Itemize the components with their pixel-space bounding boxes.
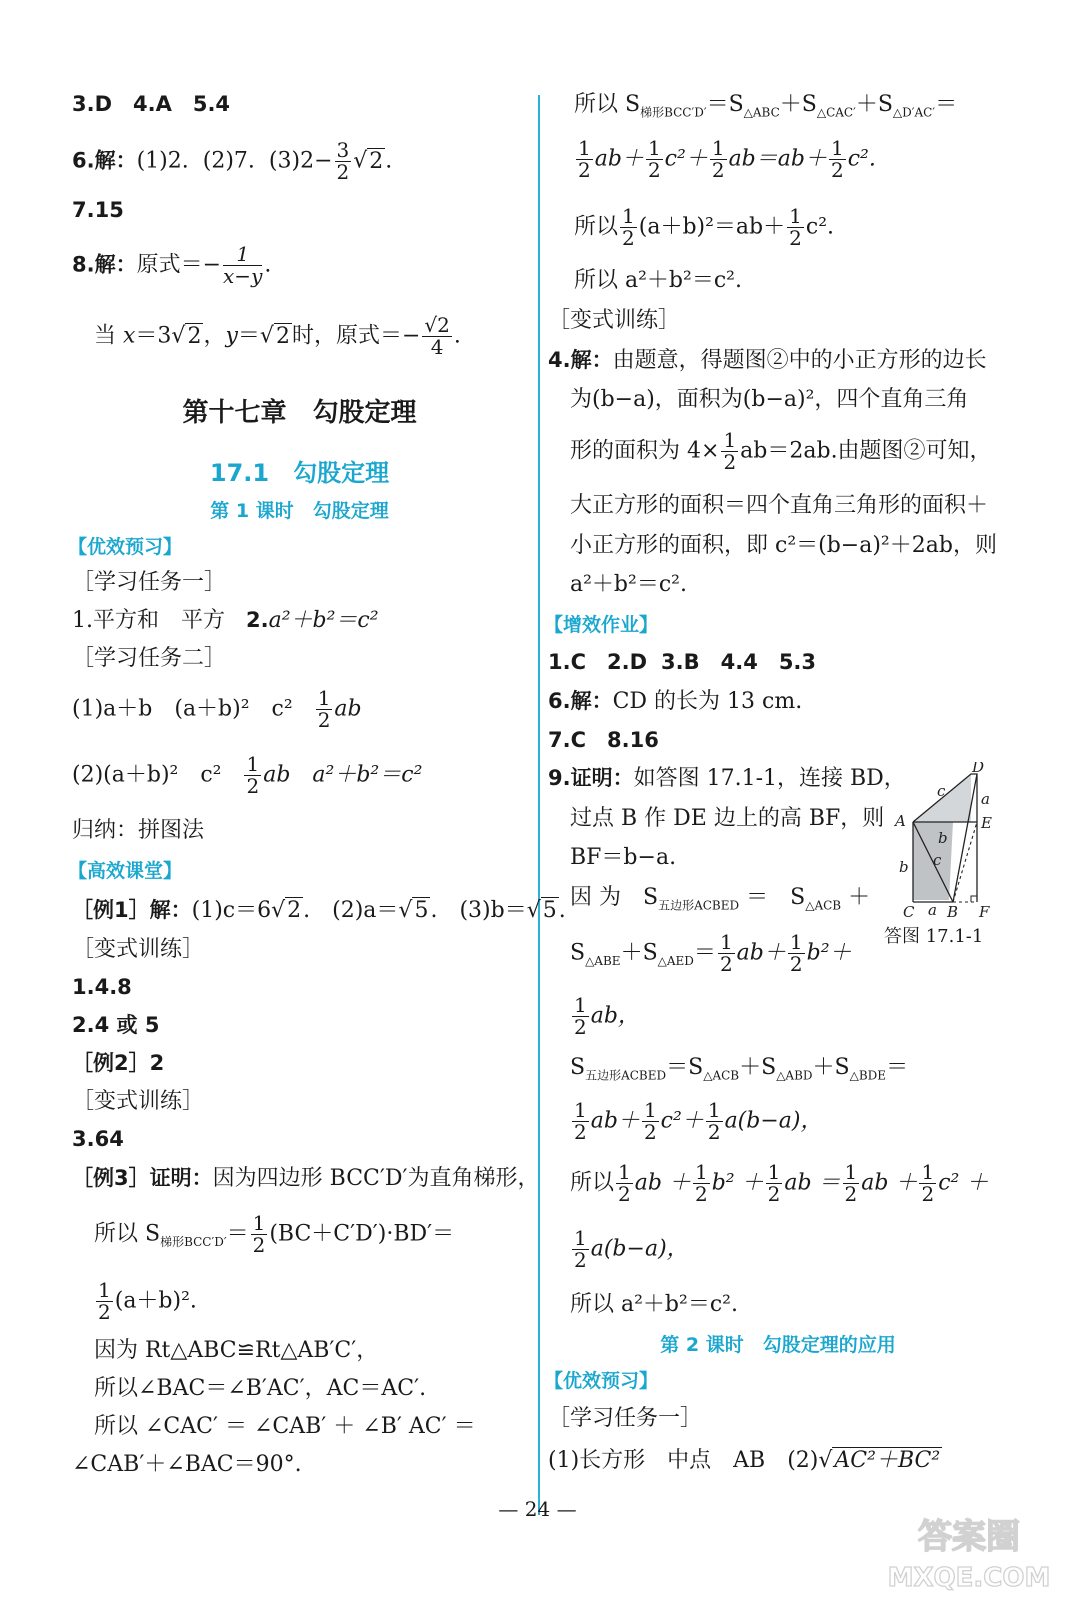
answer-4-line-1: 4.解：由题意，得题图②中的小正方形的边长 [548,348,987,373]
homework-heading: 【增效作业】 [544,614,659,636]
figure-label-f: F [979,903,990,921]
homework-answer-6: 6.解：CD 的长为 13 cm. [548,689,803,714]
figure-label-b-vertex: B [947,903,959,921]
column-divider [538,95,540,1515]
answer-9-line-4: 因 为 $S_{五边形ACBED}$ ＝ $S_{\triangle ACB}$ ＋ [570,885,871,913]
proof-line-1: 所以 $S_{梯形BCC'D'}=S_{\triangle ABC}+S_{\triangle CAC'}+S_{\triangle D'AC'}=$ [574,92,958,120]
proof-figure [881,762,1001,922]
example-3-line-2: 所以 $S_{梯形BCC'D'}=$ $\frac{1}{2}$ (BC＋C′D′)·BD′＝ [94,1211,455,1257]
task-1-heading-2: ［学习任务一］ [548,1406,703,1431]
proof-line-3: 所以 $\frac{1}{2}$ (a＋b)²＝ab＋ $\frac{1}{2}$ c². [574,204,835,250]
example-3-line-3: $\frac{1}{2}$ (a＋b)². [98,1278,197,1324]
figure-label-e: E [981,814,992,832]
answer-9-line-3: BF＝b−a. [570,845,677,870]
chapter-title: 第十七章 勾股定理 [182,398,417,428]
figure-caption: 答图 17.1-1 [884,926,984,947]
answer-4-line-2: 为(b−a)，面积为(b−a)²，四个直角三角 [570,387,969,412]
figure-label-b-left: b [899,858,909,876]
answer-9-line-2: 过点 B 作 DE 边上的高 BF，则 [570,806,885,831]
answer-4-line-6: a²＋b²＝c². [570,572,687,597]
answer-8-substitution: 当 x＝3√2，y＝√2时，原式＝− $\frac{√2}{4}$ . [94,313,461,359]
figure-label-b-inner: b [938,829,948,847]
preview-heading-2: 【优效预习】 [544,1370,659,1392]
preview-heading: 【优效预习】 [68,536,183,558]
answer-9-line-9: 所以 $\frac{1}{2}$ ab ＋ $\frac{1}{2}$ b² ＋ $\frac{1}{2}$ ab ＝ $\frac{1}{2}$ ab ＋ $\frac{1}{2}$ c² ＋ [570,1160,989,1206]
example-3-line-5: 所以∠BAC＝∠B′AC′，AC＝AC′. [94,1376,427,1401]
example-3-line-7: ∠CAB′＋∠BAC＝90°. [72,1452,302,1477]
variant-answer-3: 3.64 [72,1127,124,1151]
homework-answer-9: 9.证明：如答图 17.1-1，连接 BD， [548,766,906,791]
example-3-line-4: 因为 Rt△ABC≌Rt△AB′C′， [94,1338,379,1363]
answers-3-5: 3.D 4.A 5.4 [72,92,231,116]
homework-answers-1-5: 1.C 2.D 3.B 4.4 5.3 [548,650,817,674]
example-1: ［例1］解：(1)c＝6√2. (2)a＝√5. (3)b＝√5. [72,898,566,923]
answer-9-line-10: $\frac{1}{2}$ a(b−a)， [574,1226,689,1272]
answer-9-line-5: $S_{\triangle ABE}+S_{\triangle AED}=$ $\frac{1}{2}$ ab＋ $\frac{1}{2}$ b²＋ [570,930,852,976]
example-2: ［例2］2 [72,1051,165,1075]
answer-6: 6.解：(1)2. (2)7. (3)2− $\frac{3}{2}$ √2. [72,138,393,184]
figure-label-c-top: c [937,782,946,800]
figure-label-a-bottom: a [928,901,937,919]
left-column [68,0,566,1530]
figure-label-a-right: a [981,790,990,808]
svg-text:答案圈: 答案圈 [918,1517,1020,1557]
answer-9-line-6: $\frac{1}{2}$ ab， [574,993,640,1039]
answer-4-line-4: 大正方形的面积＝四个直角三角形的面积＋ [570,493,989,518]
answer-9-line-8: $\frac{1}{2}$ ab＋ $\frac{1}{2}$ c²＋ $\frac{1}{2}$ a(b−a)， [574,1098,823,1144]
proof-line-2: $\frac{1}{2}$ ab＋ $\frac{1}{2}$ c²＋ $\frac{1}{2}$ ab＝ab＋ $\frac{1}{2}$ c². [578,136,876,182]
answer-7: 7.15 [72,198,124,222]
variant-answer-2: 2.4 或 5 [72,1013,160,1037]
task-1-heading: ［学习任务一］ [72,570,227,595]
task-2-heading: ［学习任务二］ [72,646,227,671]
right-column [544,0,1008,1530]
variant-training-1: ［变式训练］ [72,937,205,962]
svg-text:MXQE.COM: MXQE.COM [887,1563,1051,1593]
example-3: ［例3］证明：因为四边形 BCC′D′为直角梯形， [72,1166,540,1191]
task-2-answer-1: (1)a＋b (a＋b)² c² $\frac{1}{2}$ ab [72,686,362,732]
section-title: 17.1 勾股定理 [209,459,390,487]
example-3-line-6: 所以 ∠CAC′ ＝ ∠CAB′ ＋ ∠B′ AC′ ＝ [94,1414,476,1439]
watermark-logo [869,1506,1069,1596]
classroom-heading: 【高效课堂】 [68,860,183,882]
answer-9-line-11: 所以 a²＋b²＝c². [570,1292,738,1317]
answer-8: 8.解：原式＝− $\frac{1}{x-y}$ . [72,242,272,288]
figure-label-c-vertex: C [903,903,915,921]
answer-9-line-7: $S_{五边形ACBED}=S_{\triangle ACB}+S_{\triangle ABD}+S_{\triangle BDE}=$ [570,1055,909,1083]
task-1-answers: 1.平方和 平方 2.a²＋b²＝c² [72,608,379,633]
task-1-answers-2: (1)长方形 中点 AB (2)√AC²＋BC² [548,1448,941,1473]
figure-label-c-inner: c [933,851,942,869]
figure-label-a-vertex: A [895,812,906,830]
variant-training-3: ［变式训练］ [548,308,681,333]
task-2-answer-2: (2)(a＋b)² c² $\frac{1}{2}$ ab a²＋b²＝c² [72,752,423,798]
answer-4-line-5: 小正方形的面积，即 c²＝(b−a)²＋2ab，则 [570,533,997,558]
induction-note: 归纳：拼图法 [72,818,205,843]
answer-4-line-3: 形的面积为 4× $\frac{1}{2}$ ab＝2ab.由题图②可知， [570,428,992,474]
lesson-1-title: 第 1 课时 勾股定理 [210,500,389,522]
proof-line-4: 所以 a²＋b²＝c². [574,268,742,293]
homework-answers-7-8: 7.C 8.16 [548,728,659,752]
page-number: — 24 — [498,1497,577,1521]
variant-answer-1: 1.4.8 [72,975,132,999]
figure-label-d: D [972,762,985,776]
variant-training-2: ［变式训练］ [72,1089,205,1114]
lesson-2-title: 第 2 课时 勾股定理的应用 [660,1334,896,1356]
